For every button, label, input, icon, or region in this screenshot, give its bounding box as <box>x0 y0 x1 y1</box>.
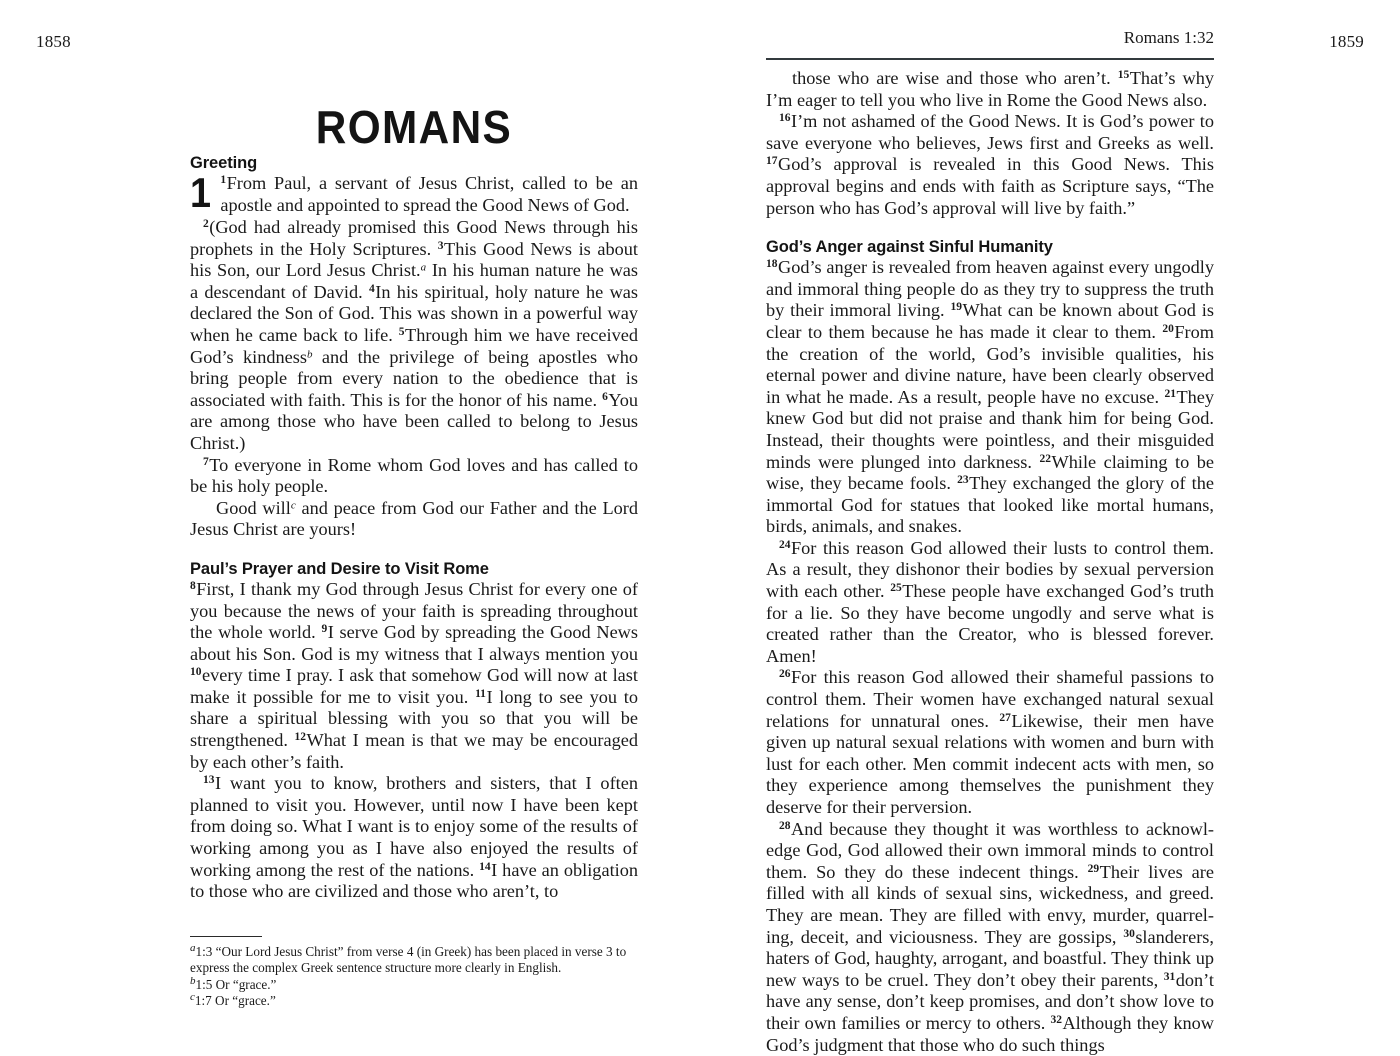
verse-text: Good will <box>216 497 291 518</box>
verse-text: Likewise, their men have given up natural sexual relations with women and burn with lust for each other. Men commit indecent acts with men, so they experience among themselves the punishment they deserve for their perversion. <box>766 710 1215 817</box>
footnote-marker[interactable]: a <box>420 261 427 274</box>
verse-number: 19 <box>950 301 962 314</box>
verse-text: And because they thought it was worthless to acknowledge God, God allowed their own immoral minds to control them. So they do these indecent things. <box>766 818 1214 882</box>
verse-number: 1 <box>220 174 227 187</box>
verse-number: 32 <box>1050 1013 1062 1026</box>
verse-number: 25 <box>890 582 902 595</box>
verse-number: 7 <box>203 455 209 468</box>
verse-text: What I mean is that we may be encouraged by each other’s faith. <box>190 730 638 772</box>
verse-text: I have an obligation to those who are civilized and those who aren’t, to <box>190 859 639 902</box>
verse-text: For this reason God allowed their shameful passions to control them. Their women have exchanged natural sexual relations for unnatural ones. <box>766 667 1214 731</box>
verse-number: 3 <box>437 239 444 252</box>
running-head-reference: Romans 1:32 <box>1123 28 1214 47</box>
verse-text: and the privilege of being apostles who bring people from every nation to the obedience that is associated with faith. This is for the honor of his name. <box>190 346 639 410</box>
verse-text: God’s anger is revealed from heaven against every ungodly and immoral thing people do as they try to suppress the truth by their immoral living. <box>766 257 1214 321</box>
footnote-text: 1:3 “Our Lord Jesus Christ” from verse 4 (in Greek) has been placed in verse 3 to express the complex Greek sentence structure more clearly in English. <box>190 944 627 976</box>
verse-paragraph <box>190 773 638 903</box>
verse-text: You are among those who have been called to belong to Jesus Christ.) <box>190 389 638 453</box>
verse-number: 4 <box>369 282 375 295</box>
verse-number: 10 <box>190 666 202 679</box>
header-rule <box>766 58 1214 60</box>
verse-text: This Good News is about his Son, our Lord Jesus Christ. <box>190 238 638 281</box>
folio-left: 1858 <box>36 32 71 51</box>
footnote-marker[interactable]: c <box>290 499 296 512</box>
verse-number: 8 <box>190 579 196 592</box>
verse-text: every time I pray. I ask that somehow God will now at last make it possible for me to visit you. <box>190 665 638 707</box>
verse-text: Although they know God’s judgment that those who do such things <box>766 1012 1214 1055</box>
verse-paragraph <box>766 257 1214 538</box>
verse-text: I want you to know, brothers and sisters, that I often planned to visit you. However, until now I have been kept from doing so. What I want is to enjoy some of the results of working among you as I have also enjoyed the results of working among the rest of the nations. <box>190 773 638 880</box>
section-heading: Paul’s Prayer and Desire to Visit Rome <box>190 559 489 578</box>
verse-text: While claiming to be wise, they became fools. <box>766 451 1214 494</box>
verse-paragraph <box>190 169 638 217</box>
verse-number: 30 <box>1123 927 1135 940</box>
verse-number: 17 <box>766 155 778 168</box>
verse-text: They knew God but did not praise and thank him for being God. Instead, their thoughts were pointless, and their misguided minds were plunged into darkness. <box>766 386 1214 472</box>
verse-number: 29 <box>1087 862 1100 875</box>
verse-number: 15 <box>1117 69 1130 82</box>
verse-number: 22 <box>1039 452 1051 465</box>
verse-text: and peace from God our Father and the Lord Jesus Christ are yours! <box>190 497 639 540</box>
verse-number: 14 <box>479 860 491 873</box>
verse-text: slanderers, haters of God, haughty, arrogant, and boastful. They think up new ways to be cruel. They don’t obey their parents, <box>766 926 1214 990</box>
verse-paragraph <box>766 111 1214 219</box>
footnote-text: 1:7 Or “grace.” <box>194 993 276 1009</box>
verse-text: (God had already promised this Good News through his prophets in the Holy Scriptures. <box>190 217 638 259</box>
verse-number: 31 <box>1163 970 1176 983</box>
verse-text: From Paul, a servant of Jesus Christ, called to be an apostle and appointed to spread the Good News of God. <box>220 173 638 215</box>
verse-number: 2 <box>203 218 209 231</box>
verse-text: don’t have any sense, don’t keep promises, and don’t show love to their own families or mercy to others. <box>766 969 1214 1033</box>
verse-text: From the creation of the world, God’s invisible qualities, his eternal power and divine nature, have been clearly observed in what he made. As a result, people have no excuse. <box>766 321 1215 407</box>
verse-number: 28 <box>779 819 791 832</box>
verse-number: 18 <box>766 258 778 271</box>
verse-paragraph <box>190 498 638 541</box>
verse-text: To everyone in Rome whom God loves and has called to be his holy people. <box>190 454 638 497</box>
section-heading: Greeting <box>190 154 258 172</box>
chapter-dropcap: 1 <box>190 169 212 216</box>
verse-number: 23 <box>957 474 969 487</box>
verse-text: In his human nature he was a descendant of David. <box>190 260 638 302</box>
verse-number: 26 <box>779 668 791 681</box>
verse-number: 6 <box>602 390 608 403</box>
verse-paragraph <box>766 667 1214 818</box>
verse-paragraph <box>190 579 638 773</box>
verse-paragraph <box>190 455 638 498</box>
running-head <box>766 28 1214 68</box>
verse-text: What can be known about God is clear to them because he has made it clear to them. <box>766 300 1214 342</box>
verse-number: 13 <box>203 774 215 787</box>
verse-text: I serve God by spreading the Good News about his Son. God is my witness that I always mention you <box>190 622 638 664</box>
verse-number: 11 <box>475 687 486 700</box>
footnote-rule <box>190 936 262 937</box>
verse-paragraph <box>766 819 1214 1056</box>
verse-text: I’m not ashamed of the Good News. It is God’s power to save everyone who believes, Jews first and Greeks as well. <box>766 111 1214 153</box>
footnote-text: 1:5 Or “grace.” <box>195 976 277 992</box>
verse-text: That’s why I’m eager to tell you who live in Rome the Good News also. <box>766 68 1215 110</box>
book-title: ROMANS <box>315 101 513 153</box>
footnote-item <box>190 993 638 1009</box>
verse-number: 5 <box>398 326 405 338</box>
verse-paragraph <box>766 538 1214 668</box>
verse-text: They exchanged the glory of the immortal God for statues that looked like mortal humans, birds, animals, and snakes. <box>766 473 1215 537</box>
verse-number: 20 <box>1162 322 1174 335</box>
verse-text: In his spiritual, holy nature he was declared the Son of God. This was shown in a powerful way when he came back to life. <box>190 281 638 345</box>
verse-text: Their lives are filled with all kinds of sexual sins, wickedness, and greed. They are mean. They are filled with envy, murder, quarreling, deceit, and viciousness. They are gossips, <box>766 861 1215 947</box>
page-right <box>766 0 1215 1055</box>
footnote-marker[interactable]: b <box>307 348 313 361</box>
verse-text: God’s approval is revealed in this Good News. This approval begins and ends with faith as Scripture says, “The person who has God’s approval will live by faith.” <box>766 154 1214 218</box>
verse-text: First, I thank my God through Jesus Christ for every one of you because the news of your faith is spreading throughout the whole world. <box>190 578 638 643</box>
verse-text: those who are wise and those who aren’t. <box>792 68 1111 88</box>
verse-number: 27 <box>999 711 1011 724</box>
verse-number: 16 <box>779 112 791 125</box>
left-text-column <box>190 154 638 903</box>
verse-text: Through him we have received God’s kindness <box>190 324 638 367</box>
verse-number: 9 <box>321 623 328 636</box>
verse-text: For this reason God allowed their lusts to control them. As a result, they dishonor their bodies by sexual perversion with each other. <box>766 537 1214 602</box>
verse-text: These people have exchanged God’s truth for a lie. So they have become ungodly and serve what is created rather than the Creator, who is blessed forever. Amen! <box>766 581 1214 666</box>
footnote-list <box>190 944 638 1010</box>
verse-text: I long to see you to share a spiritual blessing with you so that you will be strengthened. <box>190 686 638 751</box>
page-left <box>190 0 638 1050</box>
verse-paragraph <box>190 217 638 455</box>
footnote-letter: a <box>190 942 196 955</box>
verse-number: 12 <box>294 731 307 744</box>
right-text-column <box>766 68 1214 1056</box>
verse-paragraph <box>766 68 1214 111</box>
folio-right: 1859 <box>1329 32 1364 51</box>
verse-number: 24 <box>779 538 791 551</box>
section-heading: God’s Anger against Sinful Humanity <box>766 238 1053 257</box>
verse-number: 21 <box>1164 387 1176 400</box>
footnote-item <box>190 944 638 977</box>
footnote-letter: c <box>190 991 195 1004</box>
footnote-letter: b <box>190 974 196 987</box>
footnotes-block <box>190 936 638 1010</box>
footnote-item <box>190 974 638 993</box>
